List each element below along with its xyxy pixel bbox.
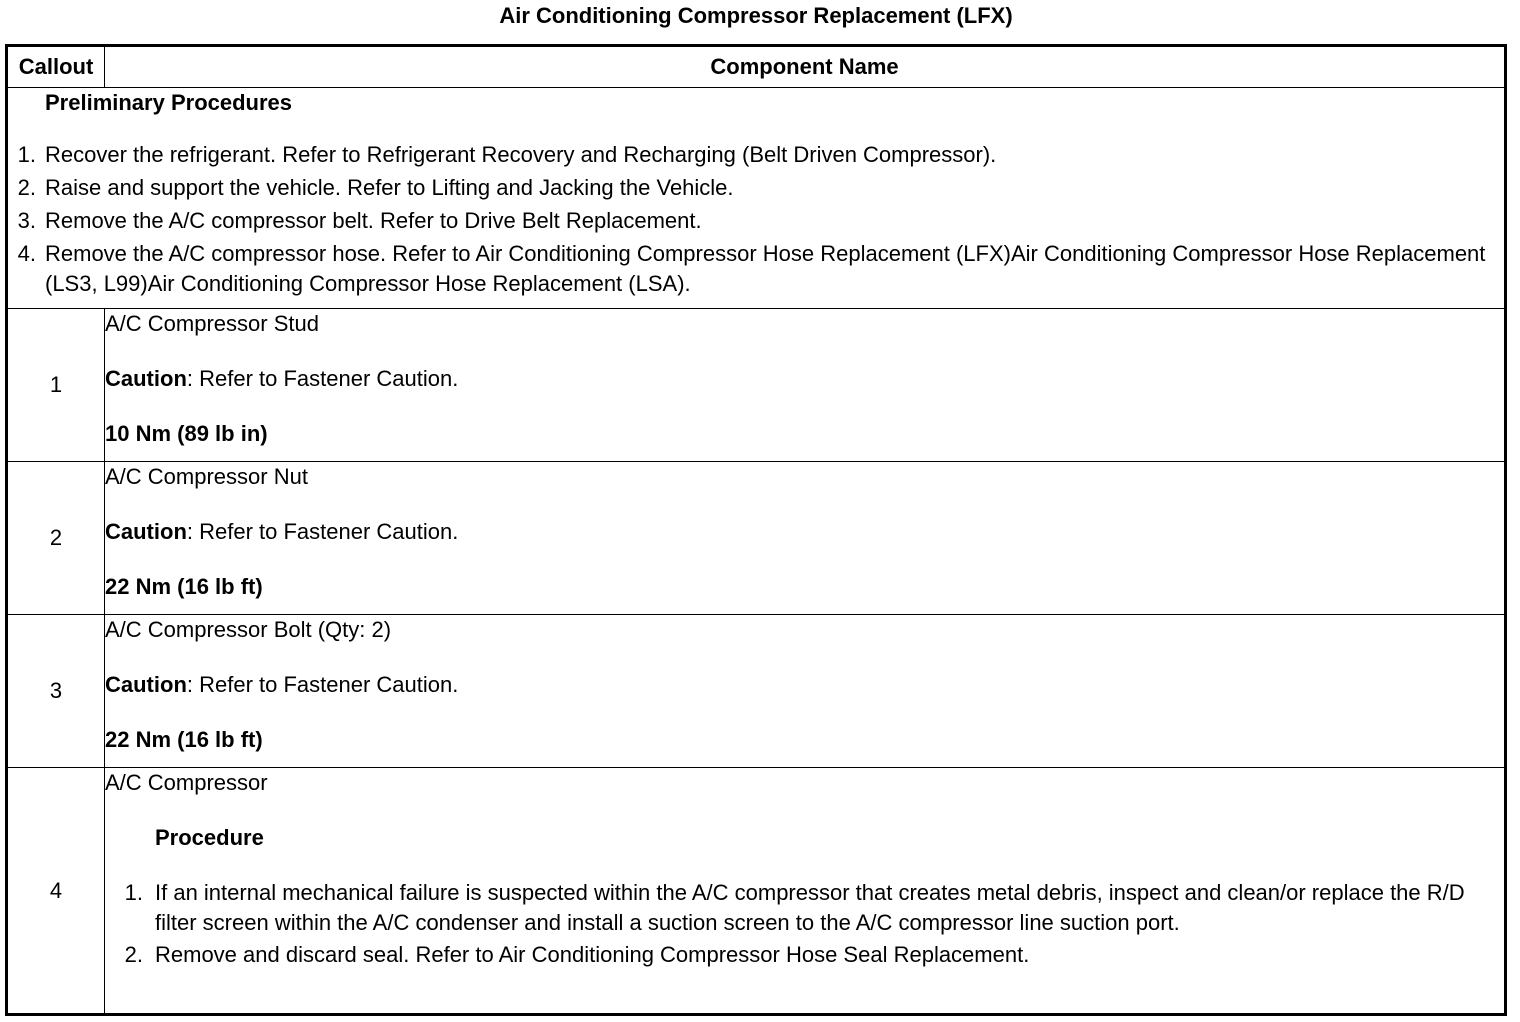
page-title: Air Conditioning Compressor Replacement (LFX)	[499, 3, 1013, 28]
step-text: Remove and discard seal. Refer to Air Conditioning Compressor Hose Seal Replacement.	[155, 942, 1030, 968]
step-text: Raise and support the vehicle. Refer to Lifting and Jacking the Vehicle.	[45, 175, 734, 201]
header-callout: Callout	[7, 46, 105, 88]
callout-number: 2	[7, 461, 105, 614]
component-name: A/C Compressor Stud	[105, 310, 319, 336]
torque-spec: 22 Nm (16 lb ft)	[105, 727, 263, 753]
list-item	[8, 239, 1504, 299]
table-header-row	[7, 46, 1506, 88]
component-cell	[105, 308, 1506, 461]
preliminary-row	[7, 88, 1506, 309]
header-component-name: Component Name	[105, 46, 1506, 88]
preliminary-steps-list	[8, 140, 1504, 299]
caution-text: : Refer to Fastener Caution.	[186, 365, 459, 391]
callout-number: 4	[7, 768, 105, 1015]
step-text: Recover the refrigerant. Refer to Refrigerant Recovery and Recharging (Belt Driven Compressor).	[45, 142, 997, 168]
caution-text: : Refer to Fastener Caution.	[186, 672, 459, 698]
step-number: 4.	[17, 241, 36, 267]
procedure-table	[5, 44, 1507, 1016]
list-item	[8, 206, 1504, 236]
table-row	[7, 768, 1506, 1015]
step-number: 3.	[17, 208, 36, 234]
step-number: 1.	[17, 142, 36, 168]
torque-spec: 10 Nm (89 lb in)	[105, 420, 268, 446]
list-item	[8, 140, 1504, 170]
step-text: If an internal mechanical failure is suspected within the A/C compressor that creates metal debris, inspect and clean/or replace the R/D filter screen within the A/C condenser and install a suction screen to the A/C compressor line suction port.	[155, 880, 1465, 936]
callout-number: 3	[7, 615, 105, 768]
procedure-steps-list	[105, 878, 1504, 970]
step-number: 2.	[17, 175, 36, 201]
component-name: A/C Compressor Bolt (Qty: 2)	[105, 617, 392, 643]
callout-number: 1	[7, 308, 105, 461]
step-text: Remove the A/C compressor belt. Refer to Drive Belt Replacement.	[45, 208, 702, 234]
step-text: Remove the A/C compressor hose. Refer to Air Conditioning Compressor Hose Replacement (LFX)Air Conditioning Compressor Hose Replacement (LS3, L99)Air Conditioning Compressor Hose Replacement (LSA).	[45, 241, 1486, 297]
preliminary-heading: Preliminary Procedures	[45, 90, 293, 116]
component-cell	[105, 768, 1506, 1015]
step-number: 1.	[124, 880, 143, 906]
caution-label: Caution	[105, 518, 187, 544]
component-name: A/C Compressor Nut	[105, 463, 308, 489]
caution-line	[105, 670, 1504, 700]
component-cell	[105, 461, 1506, 614]
table-row	[7, 615, 1506, 768]
caution-text: : Refer to Fastener Caution.	[186, 518, 459, 544]
table-row	[7, 461, 1506, 614]
caution-label: Caution	[105, 672, 187, 698]
component-name: A/C Compressor	[105, 770, 268, 796]
list-item	[105, 878, 1504, 938]
caution-line	[105, 517, 1504, 547]
table-row	[7, 308, 1506, 461]
caution-label: Caution	[105, 365, 187, 391]
component-cell	[105, 615, 1506, 768]
preliminary-procedures-cell	[7, 88, 1506, 309]
step-number: 2.	[124, 942, 143, 968]
procedure-heading: Procedure	[155, 825, 264, 851]
list-item	[105, 940, 1504, 970]
torque-spec: 22 Nm (16 lb ft)	[105, 573, 263, 599]
caution-line	[105, 364, 1504, 394]
list-item	[8, 173, 1504, 203]
